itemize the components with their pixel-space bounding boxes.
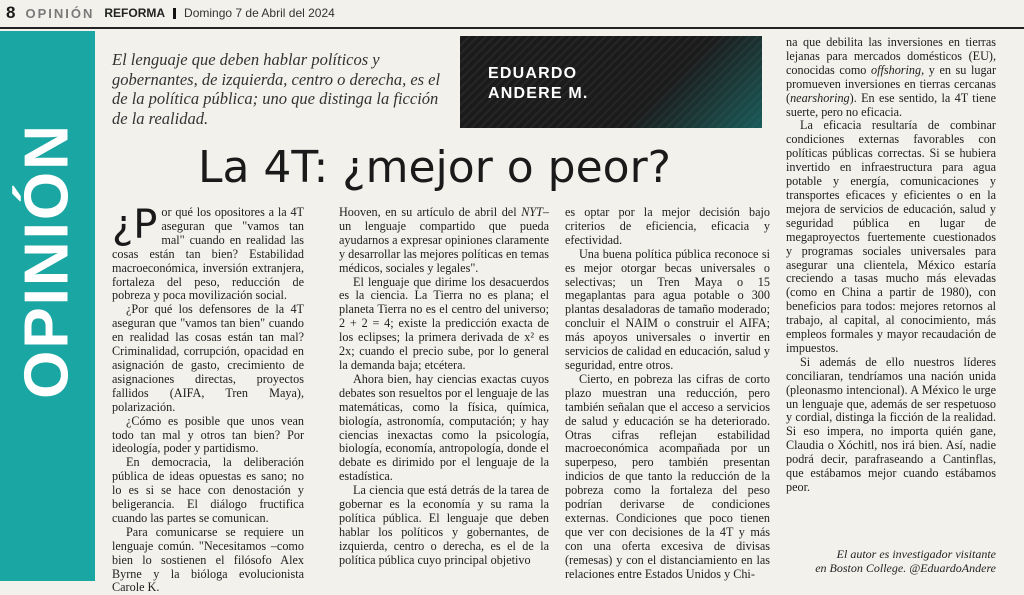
paragraph: Si además de ello nuestros líderes conciliaran, tendríamos una nación unida (pleonasmo intencional). A México le urge un lenguaje que, además de ser respetuoso y cordial, distinga la ficción de la realidad. Si eso impera, no importa quién gane, Claudia o Xóchitl, nos irá bien. Así, nadie podrá decir, parafraseando a Cantinflas, que estábamos mejor cuando estábamos peor. — [786, 354, 996, 494]
article-deck: El lenguaje que deben hablar políticos y gobernantes, de izquierda, centro o derecha, es el de la política pública; uno que distinga la ficción de la realidad. — [112, 50, 441, 128]
paragraph-text: na que debilita las inversiones en tierras lejanas para mercados domésticos (EU), conocidas como — [786, 35, 996, 77]
section-name: OPINIÓN — [25, 5, 95, 21]
term-offshoring: offshoring — [871, 62, 922, 77]
publication-reference: NYT — [521, 205, 543, 219]
header-rule — [0, 27, 1024, 29]
author-name — [488, 64, 688, 104]
section-sidebar — [0, 31, 95, 581]
paragraph: Para comunicarse se requiere un lenguaje común. "Necesitamos –como bien lo sostienen el filósofo Alex Byrne y la bióloga evolucionista Carole K. — [112, 524, 304, 595]
paragraph: El lenguaje que dirime los desacuerdos es la ciencia. La Tierra no es plana; el planeta Tierra no es el centro del universo; 2 + 2 = 4; existe la predicción exacta de los eclipses; la primera derivada de x² es 2x; cuando el precio sube, por lo general la demanda baja; etcétera. — [339, 274, 549, 372]
paragraph: La ciencia que está detrás de la tarea de gobernar es la economía y su rama la política pública. El lenguaje que deben hablar los políticos y gobernantes, de izquierda, centro o derecha, es el de la política pública cuyo principal objetivo — [339, 483, 549, 567]
paragraph — [786, 36, 996, 119]
header-separator — [173, 8, 176, 19]
author-last-name: ANDERE M. — [488, 85, 589, 102]
signature-line: en Boston College. @EduardoAndere — [815, 560, 996, 575]
paragraph — [112, 202, 304, 303]
paragraph — [339, 206, 549, 276]
paragraph: ¿Cómo es posible que unos vean todo tan mal y otros tan bien? Por ideología, poder y partidismo. — [112, 413, 304, 456]
signature-line: El autor es investigador visitante — [836, 547, 996, 561]
paragraph: es optar por la mejor decisión bajo criterios de eficiencia, eficacia y efectividad. — [565, 205, 770, 247]
paragraph-text: Hooven, en su artículo de abril del — [339, 205, 522, 219]
page-number: 8 — [6, 3, 16, 22]
paragraph: Ahora bien, hay ciencias exactas cuyos debates son resueltos por el lenguaje de las matemáticas, como la física, química, biología, astronomía, computación; y hay ciencias inexactas como la psicología, biología, economía, antropología, donde el debate es dirimido por el lenguaje de la estadística. — [339, 371, 549, 484]
author-signature — [786, 548, 996, 575]
newspaper-name: REFORMA — [104, 6, 166, 20]
author-first-name: EDUARDO — [488, 65, 578, 82]
paragraph: ¿Por qué los defensores de la 4T aseguran que "vamos tan bien" cuando en realidad las cosas están tan mal? Criminalidad, corrupción, opacidad en asignación de gasto, crecimiento de asignaciones directas, proyectos fallidos (AIFA, Tren Maya), polarización. — [112, 302, 304, 414]
paragraph-text: , y en su lugar promueven inversiones en tierras cercanas ( — [786, 62, 997, 105]
article-column-4 — [786, 36, 996, 546]
article-headline: La 4T: ¿mejor o peor? — [197, 142, 672, 193]
article-column-1 — [112, 202, 304, 595]
term-nearshoring: nearshoring — [790, 90, 850, 105]
paragraph: Una buena política pública reconoce si es mejor otorgar becas universales o selectivas; un Tren Maya o 15 megaplantas para agua potable o 300 plantas desaladoras de tamaño moderado; concluir el NAIM o construir el AIFA; más apoyos universales o invertir en servicios de calidad en educación, salud y seguridad, entre otros. — [565, 246, 770, 372]
drop-cap: ¿P — [112, 202, 158, 248]
author-banner — [460, 36, 762, 128]
page-header — [0, 0, 1024, 26]
paragraph-text: ). En ese sentido, la 4T tiene suerte, pero no eficacia. — [786, 90, 996, 119]
sidebar-section-label: OPINIÓN — [12, 123, 82, 399]
paragraph: La eficacia resultaría de combinar condiciones externas favorables con políticas públicas correctas. Si se hubiera invertido en infraestructura para agua potable y energía, comunicaciones y transportes eficaces y eficientes o en la mejora de servicios de educación, salud y seguridad pública en lugar de megaproyectos fuertemente cuestionados y programas sociales universales para asegurar una clientela, México estaría creciendo a tasas mucho más elevadas (como en China a partir de 1980), con beneficios para todos: mejores retornos al trabajo, al capital, al conocimiento, más empleos formales y mayor recaudación de impuestos. — [786, 118, 996, 355]
article-column-3 — [565, 206, 770, 581]
paragraph-text: – un lenguaje compartido que pueda ayudarnos a expresar opiniones claramente y desarrollar las mejores políticas en temas médicos, sociales y legales". — [339, 205, 549, 275]
article-column-2 — [339, 206, 549, 581]
paragraph-text: or qué los opositores a la 4T aseguran que "vamos tan mal" cuando en realidad las cosas están tan bien? Estabilidad macroeconómica, inversión extranjera, fortaleza del peso, reducción de pobreza y poca movilización social. — [112, 205, 304, 303]
paragraph: En democracia, la deliberación pública de ideas opuestas es sano; no lo es si se hace con denostación y beligerancia. El diálogo fructifica cuando las partes se comunican. — [112, 455, 304, 525]
paragraph: Cierto, en pobreza las cifras de corto plazo muestran una reducción, pero también señalan que el acceso a servicios de salud y educación se ha deteriorado. Otras cifras reflejan estabilidad macroeconómica acompañada por un superpeso, pero también presentan indicios de que tanto la reducción de la pobreza como la fortaleza del peso podrían derivarse de condiciones externas. Condiciones que poco tienen que ver con decisiones de la 4T y más con una oferta excesiva de divisas (remesas) y con el distanciamiento en las relaciones entre Estados Unidos y Chi- — [565, 371, 770, 581]
publication-date: Domingo 7 de Abril del 2024 — [184, 6, 335, 20]
